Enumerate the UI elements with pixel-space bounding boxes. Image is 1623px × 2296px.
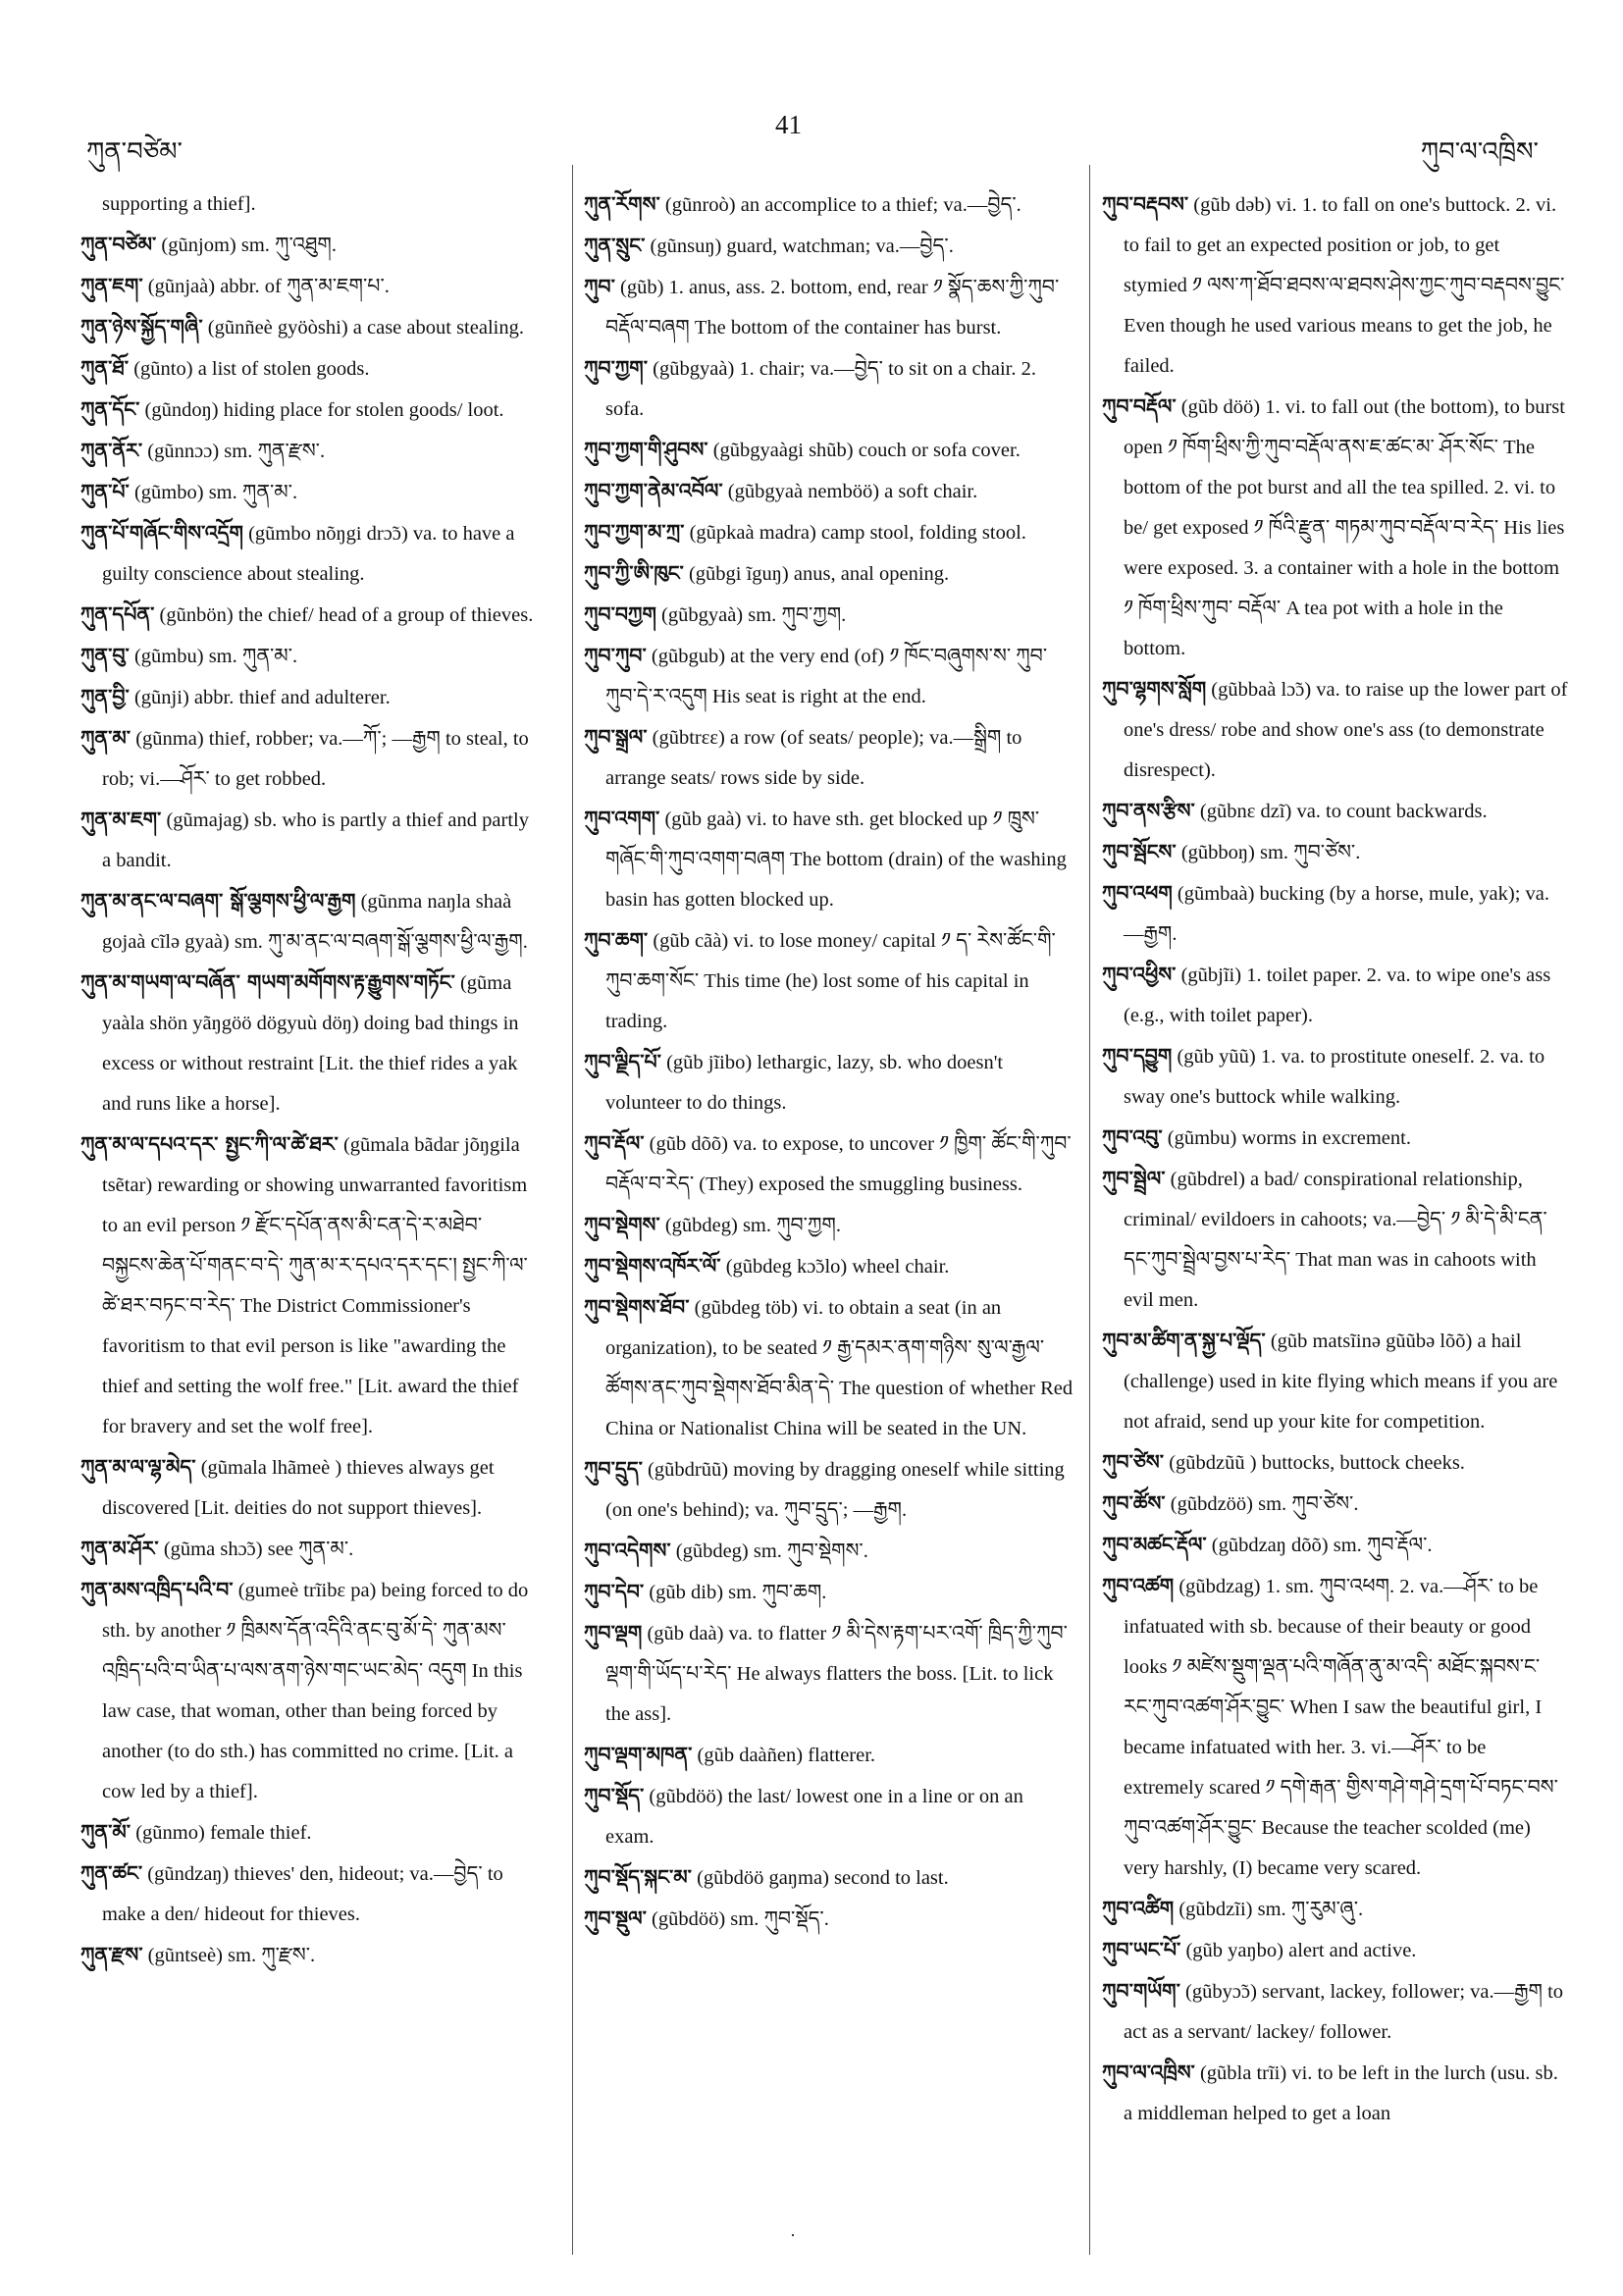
entry-definition: (gũb jĩibo) lethargic, lazy, sb. who doesn't volunteer to do things.	[605, 1052, 1004, 1114]
dictionary-entry	[80, 1447, 534, 1529]
entry-definition: (gũbdzag) 1. sm. ཀུབ་འཕག. 2. va.—ཤོར་ to be infatuated with sb. because of their beauty or good looks ༡ མཛེས་སྡུག་ལྡན་པའི་གཞོན་ནུ་མ་འདི་ མཐོང་སྐབས་ང་རང་ཀུབ་འཚག་ཤོར་བྱུང་ When I saw the beautiful girl, I became infatuated with her. 3. vi.—ཤོར་ to be extremely scared ༡ དགེ་རྒན་ གྱིས་གཤེ་གཤེ་དྲག་པོ་བཏང་བས་ཀུབ་འཚག་ཤོར་བྱུང་ Because the teacher scolded (me) very harshly, (I) became very scared.	[1124, 1576, 1558, 1879]
dictionary-entry	[584, 1572, 1074, 1613]
dictionary-entry	[584, 1899, 1074, 1940]
entry-headword: ཀུན་ཚང་	[80, 1861, 143, 1885]
entry-definition: (gũbdzaŋ dõõ) sm. ཀུབ་རྡོལ་.	[1206, 1535, 1433, 1556]
dictionary-entry	[80, 1812, 534, 1853]
entry-headword: ཀུབ་ལ་འཁྲིས་	[1102, 2061, 1195, 2084]
entry-headword: ཀུབ་བཀྱག	[584, 602, 656, 626]
dictionary-entry	[80, 636, 534, 677]
entry-definition: (gũbdöö) the last/ lowest one in a line or on an exam.	[605, 1786, 1023, 1848]
dictionary-entry	[584, 348, 1074, 430]
dictionary-entry	[1102, 2053, 1568, 2134]
entry-headword: ཀུན་བཙེམ་	[80, 233, 157, 256]
entry-headword: ཀུབ་མཚང་རྡོལ་	[1102, 1533, 1207, 1556]
entry-headword: ཀུབ་ཙེས་	[1102, 1450, 1165, 1474]
entry-headword: ཀུབ་འཚིག	[1102, 1897, 1175, 1920]
entry-headword: ཀུབ་རྡོལ་	[584, 1131, 645, 1155]
entry-headword: ཀུབ་ཀྱག་ནེམ་འབོལ་	[584, 479, 723, 502]
entry-definition: (gũb dõõ) va. to expose, to uncover ༡ ཁྱིག་ ཚོང་གི་ཀུབ་བརྡོལ་བ་རེད་ (They) exposed the smuggling business.	[605, 1133, 1072, 1195]
dictionary-entry	[584, 1613, 1074, 1735]
entry-headword: ཀུབ་ཡང་པོ་	[1102, 1938, 1181, 1961]
entry-definition: (gũb daà) va. to flatter ༡ མི་དེས་རྟག་པར་འགོ་ ཁྲིད་ཀྱི་ཀུབ་ལྡག་གི་ཡོད་པ་རེད་ He always flatters the boss. [Lit. to lick the ass].	[605, 1623, 1068, 1725]
entry-headword: ཀུབ་འདེགས་	[584, 1539, 671, 1562]
entry-headword: ཀུབ་སྡོད་	[584, 1784, 645, 1807]
entry-definition: (gũnto) a list of stolen goods.	[129, 358, 370, 380]
entry-definition: (gũbdeg) sm. ཀུབ་ཀྱག.	[659, 1215, 841, 1236]
dictionary-entry	[584, 226, 1074, 267]
dictionary-entry	[584, 430, 1074, 471]
entry-headword: ཀུབ་སྦྲེལ་	[1102, 1167, 1166, 1190]
dictionary-entry	[584, 1042, 1074, 1123]
dictionary-entry	[584, 920, 1074, 1042]
dictionary-entry	[1102, 873, 1568, 955]
dictionary-entry	[80, 1124, 534, 1447]
dictionary-entry	[80, 595, 534, 636]
entry-headword: ཀུབ་སྡེགས་	[584, 1213, 660, 1236]
dictionary-entry	[1102, 1118, 1568, 1159]
entry-definition: (gũbdrel) a bad/ conspirational relationship, criminal/ evildoers in cahoots; va.—བྱེད་ ༡ མི་དེ་མི་ངན་དང་ཀུབ་སྦྲེལ་བྱས་པ་རེད་ That man was in cahoots with evil men.	[1124, 1169, 1547, 1311]
entry-definition: (gũnjaà) abbr. of ཀུན་མ་ཇག་པ་.	[142, 276, 390, 297]
entry-headword: ཀུན་རོགས་	[584, 192, 660, 216]
entry-definition: (gũnji) abbr. thief and adulterer.	[129, 687, 391, 708]
dictionary-entry	[80, 431, 534, 472]
entry-headword: ཀུན་བུ་	[80, 644, 130, 667]
entry-headword: ཀུབ་ནས་རྩིས་	[1102, 799, 1195, 822]
entry-headword: ཀུབ་འཚག	[1102, 1574, 1175, 1597]
entry-headword: ཀུན་ནོར་	[80, 439, 143, 462]
entry-headword: ཀུབ་སྒྲལ་	[584, 725, 648, 749]
entry-definition: (gumeè trĩibɛ pa) being forced to do sth. by another ༡ ཁྲིམས་དོན་འདིའི་ནང་བུ་མོ་དེ་ ཀུན་མས་འཁྲིད་པའི་བ་ཡིན་པ་ལས་ནག་ཉེས་གང་ཡང་མེད་ འདུག In this law case, that woman, other than being forced by another (to do sth.) has committed no crime. [Lit. a cow led by a thief].	[102, 1580, 529, 1802]
entry-headword: ཀུབ་སྡོད་སྐང་མ་	[584, 1865, 692, 1889]
dictionary-entry	[80, 800, 534, 881]
dictionary-entry	[80, 677, 534, 718]
dictionary-entry	[1102, 1525, 1568, 1566]
entry-definition: (gũbgi ĩguŋ) anus, anal opening.	[683, 563, 950, 585]
entry-definition: (gũnbön) the chief/ head of a group of thieves.	[154, 604, 534, 626]
dictionary-entry	[584, 1246, 1074, 1287]
dictionary-entry	[1102, 1036, 1568, 1118]
entry-headword: ཀུབ་	[584, 275, 615, 298]
dictionary-entry	[80, 225, 534, 266]
entry-definition: (gũbdzũũ ) buttocks, buttock cheeks.	[1164, 1452, 1465, 1474]
dictionary-entry	[584, 267, 1074, 348]
entry-headword: ཀུན་དཔོན་	[80, 602, 155, 626]
entry-definition: (gũndzaŋ) thieves' den, hideout; va.—བྱེད་ to make a den/ hideout for thieves.	[102, 1863, 503, 1925]
entry-headword: ཀུན་ཇག་	[80, 274, 143, 297]
entry-definition: (gũmala lhãmeè ) thieves always get discovered [Lit. deities do not support thieves].	[102, 1457, 495, 1519]
entry-headword: ཀུབ་ལྗིད་པོ་	[584, 1050, 661, 1073]
entry-definition: (gũb yaŋbo) alert and active.	[1180, 1940, 1417, 1961]
dictionary-entry	[80, 307, 534, 348]
page-number: 41	[775, 110, 802, 139]
entry-headword: ཀུན་ཉེས་སྐྱོད་གཞི་	[80, 315, 203, 339]
dictionary-entry	[584, 1449, 1074, 1531]
entry-headword: ཀུབ་གཡོག་	[1102, 1979, 1180, 2003]
entry-headword: ཀུབ་ཀྱི་ཨི་ཁུང་	[584, 561, 684, 585]
entry-headword: ཀུབ་སྡེགས་འཁོར་ལོ་	[584, 1254, 721, 1278]
entry-headword: ཀུབ་འཕག	[1102, 881, 1173, 905]
entry-definition: (gũma shɔ̃ɔ) see ཀུན་མ་.	[158, 1539, 354, 1560]
entry-definition: (gũnjom) sm. ཀུ་འཐུག.	[156, 235, 337, 256]
entry-headword: ཀུབ་འབུ་	[1102, 1125, 1163, 1149]
dictionary-entry	[584, 553, 1074, 595]
entry-headword: ཀུབ་ལྡག་མཁན་	[584, 1743, 693, 1766]
dictionary-entry	[1102, 1566, 1568, 1889]
entry-headword: ཀུབ་སྦོངས་	[1102, 840, 1177, 863]
entry-definition: (gũmbu) worms in excrement.	[1162, 1127, 1411, 1149]
entry-definition: (gũb dəb) vi. 1. to fall on one's buttock. 2. vi. to fail to get an expected position or job, to get stymied ༡ ལས་ཀ་ཐོབ་ཐབས་ལ་ཐབས་ཤེས་ཀྱང་ཀུབ་བརྡབས་བྱུང་ Even though he used various means to get the job, he failed.	[1124, 194, 1565, 377]
dictionary-entry	[80, 348, 534, 390]
column-divider-2	[1089, 165, 1090, 2255]
dictionary-entry	[584, 512, 1074, 553]
dictionary-entry	[1102, 832, 1568, 873]
entry-definition: (gũma yaàla shön yãŋgöö dögyuù döŋ) doing bad things in excess or without restraint [Lit. the thief rides a yak and runs like a horse].	[102, 972, 519, 1115]
dictionary-entry	[1102, 184, 1568, 387]
entry-definition: (gũbla trĩi) vi. to be left in the lurch (usu. sb. a middleman helped to get a loan	[1124, 2062, 1558, 2124]
dictionary-entry	[80, 513, 534, 595]
dictionary-entry	[584, 1857, 1074, 1899]
entry-headword: ཀུན་མ་ཤོར་	[80, 1537, 159, 1560]
entry-definition: (gũnsuŋ) guard, watchman; va.—བྱེད་.	[645, 235, 954, 257]
entry-definition: (gũmajag) sb. who is partly a thief and partly a bandit.	[102, 809, 529, 871]
left-running-headword: ཀུན་བཙེམ་	[86, 137, 183, 167]
entry-headword: ཀུབ་འགག་	[584, 807, 660, 830]
entry-headword: ཀུན་དོང་	[80, 397, 140, 421]
entry-headword: ཀུན་མ་ཇག་	[80, 808, 162, 831]
entry-definition: (gũntseè) sm. ཀུ་རྫས་.	[142, 1945, 316, 1966]
entry-headword: ཀུན་མ་ལ་ལྷ་མེད་	[80, 1455, 196, 1479]
entry-headword: ཀུབ་བརྡོལ་	[1102, 394, 1177, 418]
dictionary-entry	[80, 472, 534, 513]
entry-headword: ཀུབ་ཀྱག་	[584, 356, 649, 380]
entry-headword: ཀུན་ཐོ་	[80, 356, 130, 380]
dictionary-entry	[584, 636, 1074, 717]
entry-definition: (gũb yũũ) 1. va. to prostitute oneself. 2. va. to sway one's buttock while walking.	[1124, 1046, 1545, 1108]
entry-definition: (gũmala bãdar jõŋgila tsẽtar) rewarding or showing unwarranted favoritism to an evil person ༡ རྫོང་དཔོན་ནས་མི་ངན་དེ་ར་མཐེབ་བསྐྱངས་ཆེན་པོ་གནང་བ་དེ་ ཀུན་མ་ར་དཔའ་དར་དང་། སྤྱང་ཀི་ལ་ཚེ་ཐར་བཏང་བ་རེད་ The District Commissioner's favoritism to that evil person is like "awarding the thief and setting the wolf free." [Lit. award the thief for bravery and set the wolf free].	[102, 1134, 528, 1437]
dictionary-entry	[1102, 1321, 1568, 1442]
dictionary-entry	[1102, 1930, 1568, 1971]
column-2	[584, 184, 1074, 1940]
entry-definition: (gũbgyaàgi shũb) couch or sofa cover.	[707, 440, 1021, 461]
dictionary-entry	[584, 1776, 1074, 1857]
entry-headword: ཀུན་པོ་གཞོང་གིས་འདྲོག	[80, 521, 243, 545]
dictionary-entry	[584, 595, 1074, 636]
dictionary-entry	[80, 1853, 534, 1935]
dictionary-entry	[584, 1123, 1074, 1205]
entry-definition: (gũbdöö gaŋma) second to last.	[691, 1867, 949, 1889]
dictionary-entry	[584, 1531, 1074, 1572]
entry-definition: (gũnnɔɔ) sm. ཀུན་རྫས་.	[142, 441, 326, 462]
entry-definition: (gũnma naŋla shaà gojaà cĩlə gyaà) sm. ཀུ་མ་ནང་ལ་བཞག་སྒོ་ལྕགས་ཕྱི་ལ་རྒྱག.	[102, 891, 528, 953]
dictionary-entry	[1102, 791, 1568, 832]
entry-headword: ཀུབ་དྲུད་	[584, 1457, 643, 1481]
entry-definition: (gũnñeè gyöòshi) a case about stealing.	[202, 317, 524, 339]
right-running-headword: ཀུབ་ལ་འཁྲིས་	[1420, 137, 1539, 167]
entry-headword: ཀུན་བྱི་	[80, 685, 130, 708]
entry-headword: ཀུབ་སྡུལ་	[584, 1906, 647, 1930]
dictionary-entry	[584, 717, 1074, 799]
entry-definition: (gũnmo) female thief.	[131, 1822, 312, 1844]
dictionary-entry	[584, 184, 1074, 226]
entry-definition: (gũbdeg) sm. ཀུབ་སྡེགས་.	[670, 1540, 868, 1562]
dictionary-entry	[584, 799, 1074, 920]
column-3	[1102, 184, 1568, 2134]
entry-definition: (gũbdrũũ) moving by dragging oneself while sitting (on one's behind); va. ཀུབ་དྲུད་; —རྒྱག.	[605, 1459, 1065, 1521]
entry-headword: ཀུབ་དབྱུག	[1102, 1044, 1173, 1068]
entry-definition: (gũbyɔ̃ɔ) servant, lackey, follower; va.—རྒྱག to act as a servant/ lackey/ follower.	[1124, 1981, 1564, 2043]
entry-headword: ཀུབ་ལྷགས་སློག	[1102, 677, 1207, 701]
entry-definition: (gũbdzĩi) sm. ཀུ་རུམ་ཞུ་.	[1174, 1899, 1364, 1920]
dictionary-entry	[584, 1287, 1074, 1449]
dictionary-entry	[584, 1205, 1074, 1246]
entry-headword: ཀུན་སྲུང་	[584, 234, 646, 257]
entry-definition: (gũbgyaà) 1. chair; va.—བྱེད་ to sit on a chair. 2. sofa.	[605, 358, 1036, 420]
dictionary-entry	[80, 718, 534, 800]
entry-headword: ཀུན་རྫས་	[80, 1943, 143, 1966]
entry-definition: (gũb cãà) vi. to lose money/ capital ༡ ད་ རེས་ཚོང་གི་ཀུབ་ཆག་སོང་ This time (he) lost some of his capital in trading.	[605, 930, 1056, 1032]
entry-definition: (gũmbo nõŋgi drɔ̃ɔ) va. to have a guilty conscience about stealing.	[102, 523, 515, 585]
entry-headword: ཀུབ་ཆག་	[584, 928, 649, 952]
entry-definition: (gũmbo) sm. ཀུན་མ་.	[129, 482, 298, 503]
entry-headword: ཀུབ་ཀྱག་གི་ཤུབས་	[584, 438, 708, 461]
entry-headword: ཀུན་མ་ལ་དཔའ་དར་ སྤྱང་ཀི་ལ་ཚེ་ཐར་	[80, 1132, 339, 1156]
entry-continuation: supporting a thief].	[102, 193, 256, 215]
dictionary-entry	[80, 881, 534, 963]
entry-definition: (gũb matsĩinə gũũbə lõõ) a hail (challenge) used in kite flying which means if you are not afraid, send up your kite for competition.	[1124, 1331, 1558, 1433]
column-divider-1	[572, 165, 573, 2255]
entry-definition: (gũbtrɛɛ) a row (of seats/ people); va.—སྒྲིག to arrange seats/ rows side by side.	[605, 727, 1022, 789]
entry-definition: (gũb döö) 1. vi. to fall out (the bottom), to burst open ༡ ཁོག་ཕྲིས་ཀྱི་ཀུབ་བརྡོལ་ནས་ཇ་ཚང་མ་ ཤོར་སོང་ The bottom of the pot burst and all the tea spilled. 2. vi. to be/ get exposed ༡ ཁོའི་རྫུན་ གཏམ་ཀུབ་བརྡོལ་བ་རེད་ His lies were exposed. 3. a container with a hole in the bottom ༡ ཁོག་ཕྲིས་ཀུབ་ བརྡོལ་ A tea pot with a hole in the bottom.	[1124, 396, 1565, 659]
entry-headword: ཀུན་མས་འཁྲིད་པའི་བ་	[80, 1578, 234, 1601]
entry-definition: (gũb) 1. anus, ass. 2. bottom, end, rear ༡ སྣོད་ཆས་ཀྱི་ཀུབ་བརྡོལ་བཞག The bottom of the container has burst.	[605, 277, 1060, 339]
dictionary-entry	[80, 963, 534, 1124]
entry-definition: (gũbnɛ dzĩ) va. to count backwards.	[1194, 801, 1488, 822]
entry-definition: (gũndoŋ) hiding place for stolen goods/ loot.	[139, 399, 504, 421]
entry-definition: (gũbdöö) sm. ཀུབ་སྡོད་.	[646, 1908, 829, 1930]
entry-definition: (gũb daàñen) flatterer.	[692, 1745, 876, 1766]
entry-headword: ཀུབ་དེབ་	[584, 1580, 645, 1603]
entry-definition: (gũmbu) sm. ཀུན་མ་.	[129, 646, 298, 667]
entry-headword: ཀུབ་བརྡབས་	[1102, 192, 1189, 216]
dictionary-entry	[80, 266, 534, 307]
entry-headword: ཀུབ་འཕྱིས་	[1102, 963, 1177, 986]
dictionary-entry	[1102, 387, 1568, 669]
page-header	[0, 98, 1623, 167]
dictionary-entry	[1102, 1442, 1568, 1484]
entry-definition: (gũnma) thief, robber; va.—ཀོ་; —རྒྱག to steal, to rob; vi.—ཤོར་ to get robbed.	[102, 728, 529, 790]
entry-definition: (gũpkaà madra) camp stool, folding stool.	[684, 522, 1026, 544]
entry-definition: (gũmbaà) bucking (by a horse, mule, yak); va.—རྒྱག.	[1124, 883, 1550, 945]
dictionary-entry	[584, 471, 1074, 512]
entry-definition: (gũbgyaà nemböö) a soft chair.	[722, 481, 978, 502]
entry-definition: (gũbbaà lɔ̃ɔ) va. to raise up the lower part of one's dress/ robe and show one's ass (to demonstrate disrespect).	[1124, 679, 1568, 781]
entry-definition: (gũbgub) at the very end (of) ༡ ཁོང་བཞུགས་ས་ ཀུབ་ཀུབ་དེ་ར་འདུག His seat is right at the end.	[605, 646, 1048, 707]
entry-definition: (gũbboŋ) sm. ཀུབ་ཙེས་.	[1176, 842, 1361, 863]
entry-headword: ཀུབ་ཚོས་	[1102, 1491, 1166, 1515]
dictionary-entry	[80, 1529, 534, 1570]
entry-headword: ཀུབ་ཀྱག་མ་ཀྲ་	[584, 520, 685, 544]
entry-definition: (gũb gaà) vi. to have sth. get blocked up ༡ ཁྲུས་གཞོང་གི་ཀུབ་འགག་བཞག The bottom (drain) of the washing basin has gotten blocked up.	[605, 809, 1067, 911]
entry-definition: (gũnroò) an accomplice to a thief; va.—བྱེད་.	[659, 194, 1021, 216]
entry-definition: (gũb dib) sm. ཀུབ་ཆག.	[644, 1582, 827, 1603]
dictionary-entry	[1102, 1159, 1568, 1321]
entry-definition: (gũbdzöö) sm. ཀུབ་ཙེས་.	[1165, 1493, 1359, 1515]
dictionary-entry	[1102, 1889, 1568, 1930]
dictionary-entry	[80, 390, 534, 431]
entry-headword: ཀུབ་མ་ཚིག་ན་སྐྱ་པ་ལྡོད་	[1102, 1329, 1266, 1352]
dictionary-entry	[1102, 669, 1568, 791]
entry-headword: ཀུན་མོ་	[80, 1820, 131, 1844]
dictionary-entry	[1102, 1971, 1568, 2053]
entry-definition: (gũbjĩi) 1. toilet paper. 2. va. to wipe one's ass (e.g., with toilet paper).	[1124, 965, 1551, 1026]
entry-headword: ཀུབ་སྡེགས་ཐོབ་	[584, 1295, 690, 1319]
entry-headword: ཀུབ་ཀུབ་	[584, 644, 647, 667]
entry-definition: (gũbdeg töb) vi. to obtain a seat (in an organization), to be seated ༡ རྒྱ་དམར་ནག་གཉིས་ སུ་ལ་རྒྱལ་ཚོགས་ནང་ཀུབ་སྡེགས་ཐོབ་མིན་དེ་ The question of whether Red China or Nationalist China will be seated in the UN.	[605, 1297, 1073, 1439]
entry-headword: ཀུན་མ་གཡག་ལ་བཞོན་ གཡག་མགོགས་རྟ་རྒྱུགས་གཏོང་	[80, 970, 455, 994]
entry-headword: ཀུན་པོ་	[80, 480, 130, 503]
entry-headword: ཀུན་མ་	[80, 726, 131, 750]
page-mark: ·	[790, 2225, 796, 2245]
entry-headword: ཀུན་མ་ནང་ལ་བཞག་ སྒོ་ལྕགས་ཕྱི་ལ་རྒྱག	[80, 889, 356, 913]
column-1	[80, 184, 534, 1976]
entry-definition: (gũbgyaà) sm. ཀུབ་ཀྱག.	[655, 604, 847, 626]
entry-definition: (gũbdeg kɔ̃ɔlo) wheel chair.	[720, 1256, 950, 1278]
dictionary-entry	[80, 1935, 534, 1976]
dictionary-entry	[584, 1735, 1074, 1776]
dictionary-entry	[1102, 955, 1568, 1036]
dictionary-entry	[80, 1570, 534, 1812]
entry-headword: ཀུབ་ལྡག	[584, 1621, 643, 1644]
dictionary-entry	[1102, 1484, 1568, 1525]
